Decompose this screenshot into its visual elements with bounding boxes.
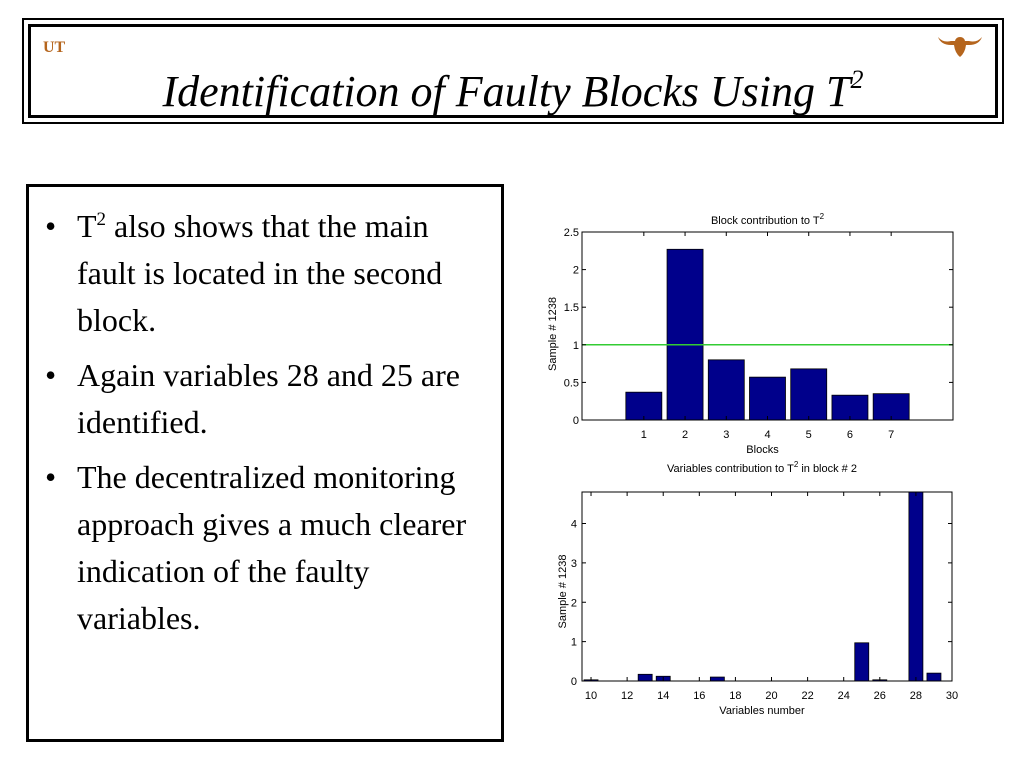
chart1-xtick-label: 4 [764, 429, 771, 441]
chart2-ytick-label: 3 [570, 557, 577, 570]
bullet-item-3 [29, 454, 501, 642]
slide-title-superscript: 2 [850, 65, 864, 94]
bullet-2-text: Again variables 28 and 25 are identified. [77, 357, 460, 440]
chart2-ytick-label: 1 [570, 636, 577, 649]
chart2-xtick-label: 16 [693, 690, 706, 702]
chart2-title-sup: 2 [793, 460, 799, 469]
ut-logo-icon [43, 37, 65, 55]
bullet-dot: • [45, 459, 57, 495]
chart2-ylabel: Sample # 1238 [557, 554, 569, 629]
chart2-bar-13 [638, 674, 652, 681]
chart2-bar-25 [855, 643, 869, 681]
bullet-box [26, 184, 504, 742]
bullet-1-text: also shows that the main fault is located in the second block. [77, 208, 443, 338]
chart-area [530, 190, 1020, 730]
chart2-xtick-label: 26 [873, 690, 886, 702]
chart2-title [667, 460, 857, 475]
title-box-inner [28, 24, 998, 118]
chart2-xtick-label: 18 [729, 690, 742, 702]
slide-title-text: Identification of Faulty Blocks Using T [162, 67, 851, 116]
bullet-1-superscript: 2 [96, 209, 107, 230]
chart1-ytick-label: 0 [572, 415, 579, 427]
bullet-dot: • [45, 208, 57, 244]
chart2-ytick-label: 0 [570, 676, 577, 688]
chart2-axes-frame [582, 492, 952, 681]
chart1-xtick-label: 5 [805, 429, 812, 441]
bullet-item-1 [29, 203, 501, 344]
bullet-item-2 [29, 352, 501, 446]
chart2-xtick-label: 28 [909, 690, 923, 702]
chart1-ytick-label: 1.5 [563, 302, 579, 315]
chart1-xlabel: Blocks [746, 444, 779, 456]
chart2-ytick-label: 4 [570, 518, 577, 531]
chart1-ylabel: Sample # 1238 [547, 297, 559, 371]
chart2-bar-17 [710, 677, 724, 681]
chart2-xtick-label: 14 [657, 690, 670, 702]
chart1-title [711, 212, 825, 227]
ut-logo-text: UT [43, 39, 65, 55]
chart2-title-text: Variables contribution to T [667, 463, 794, 475]
chart1-xtick-label: 2 [681, 429, 689, 441]
chart2-xtick-label: 22 [801, 690, 814, 702]
chart1-xtick-label: 6 [846, 429, 854, 441]
chart1-ytick-label: 2.5 [563, 227, 579, 239]
longhorn-logo-icon [937, 33, 983, 59]
chart1-title-text: Block contribution to T [710, 215, 820, 227]
chart1-xtick-label: 7 [888, 429, 895, 441]
chart2-xtick-label: 10 [584, 690, 598, 702]
chart1-ytick-label: 2 [572, 264, 579, 277]
chart1-ytick-label: 0.5 [563, 377, 579, 390]
bullet-list [29, 187, 501, 642]
chart1-bar-5 [791, 369, 827, 420]
chart1-xtick-label: 1 [640, 429, 647, 441]
bullet-dot: • [45, 357, 57, 393]
bullet-1-prefix: T [77, 208, 97, 244]
chart2-title-suffix: in block # 2 [798, 463, 857, 475]
bullet-3-text: The decentralized monitoring approach gives a much clearer indication of the faulty variables. [77, 459, 467, 636]
chart2-xtick-label: 30 [945, 690, 959, 702]
chart2-xtick-label: 12 [620, 690, 634, 702]
chart1-bar-3 [708, 360, 744, 420]
chart1-title-sup: 2 [819, 212, 825, 221]
chart1-ytick-label: 1 [572, 339, 579, 352]
chart2-bar-28 [909, 492, 923, 681]
chart1-bar-4 [750, 377, 786, 420]
chart1-xtick-label: 3 [723, 429, 730, 441]
chart2-bar-29 [927, 673, 941, 681]
chart2-ytick-label: 2 [570, 597, 577, 610]
chart2-xtick-label: 20 [765, 690, 778, 702]
title-box [22, 18, 1004, 124]
slide-title [31, 67, 995, 114]
chart2-xtick-label: 24 [837, 690, 850, 702]
chart1-bar-2 [667, 249, 703, 420]
chart2-xlabel: Variables number [719, 705, 805, 717]
charts-svg [530, 190, 1020, 730]
chart1-bar-1 [626, 392, 662, 420]
